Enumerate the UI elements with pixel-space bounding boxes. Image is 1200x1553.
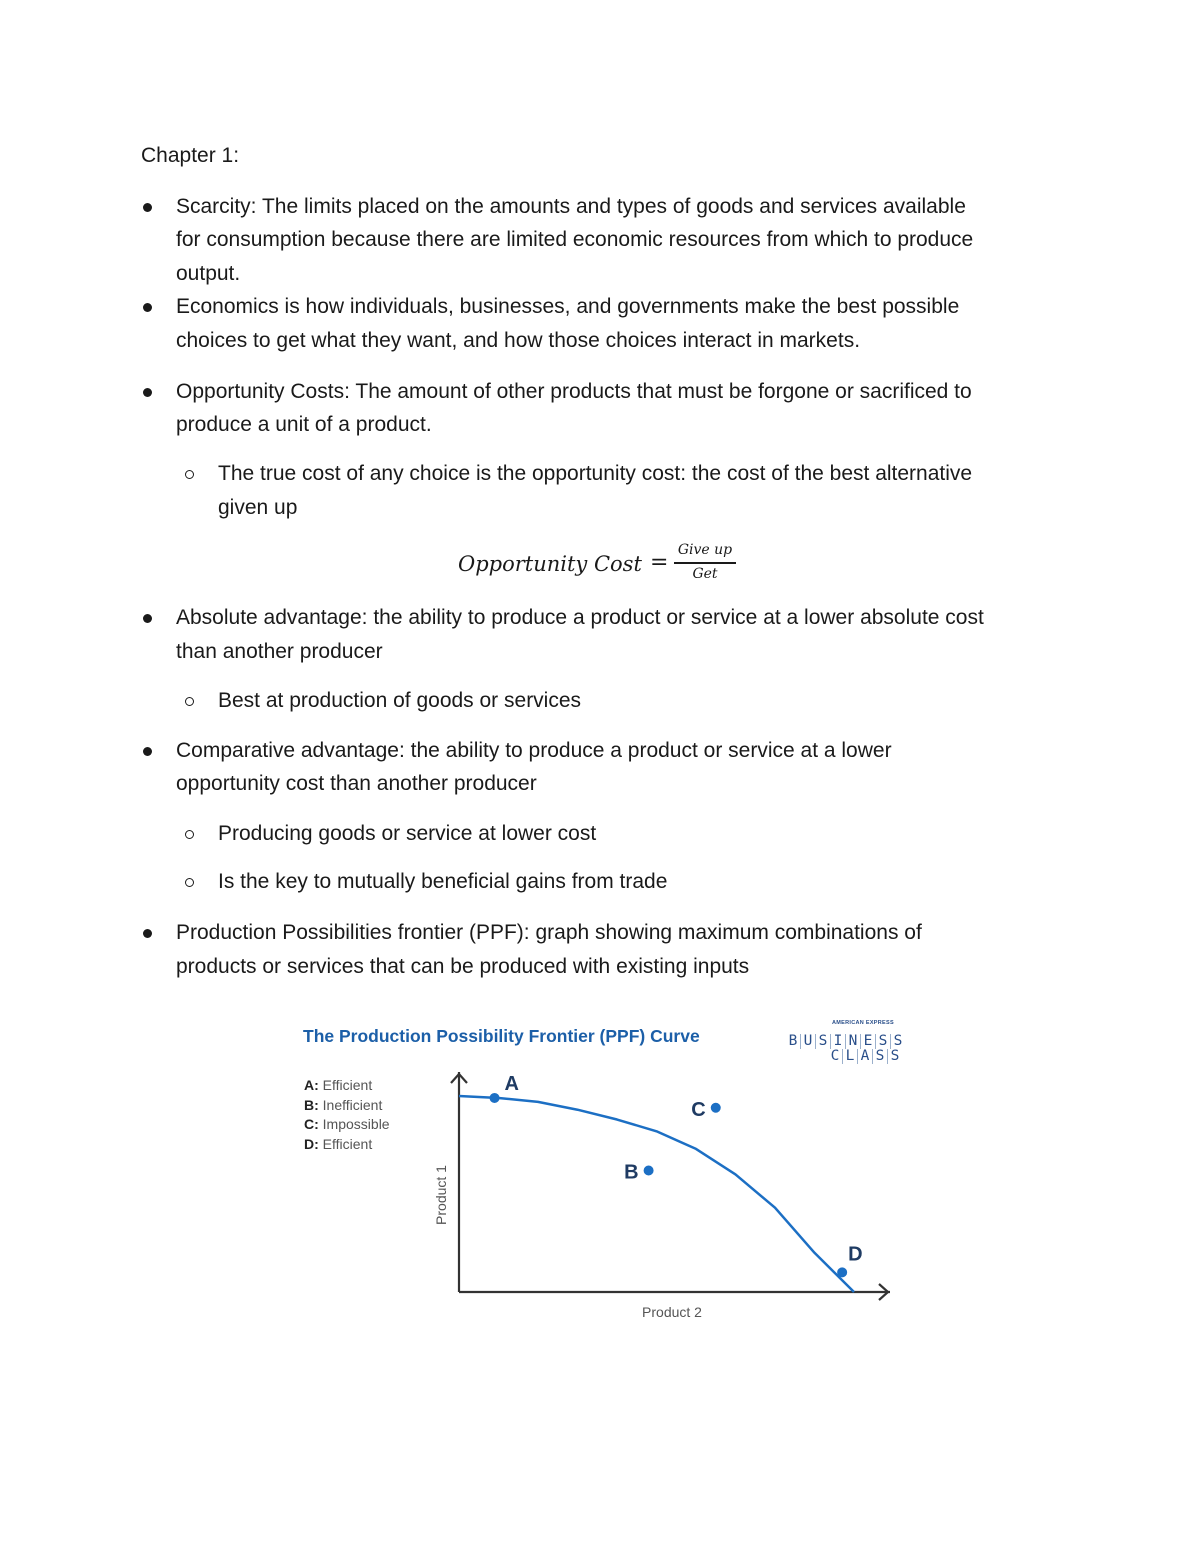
logo-letter: S: [816, 1034, 831, 1049]
bullet-icon: [143, 303, 152, 312]
ppf-figure: [296, 1012, 916, 1332]
text-line: given up: [218, 496, 298, 519]
formula-denominator: Get: [692, 566, 718, 582]
figure-title: The Production Possibility Frontier (PPF) Curve: [303, 1026, 700, 1046]
text-line: choices to get what they want, and how those choices interact in markets.: [176, 329, 861, 352]
text-line: for consumption because there are limited economic resources from which to produce: [176, 228, 974, 251]
bullet-icon: [143, 388, 152, 397]
logo-letter: U: [801, 1034, 816, 1049]
text-line: Absolute advantage: the ability to produce a product or service at a lower absolute cost: [176, 606, 984, 629]
chapter-heading: Chapter 1:: [141, 144, 240, 167]
text-line: output.: [176, 262, 241, 285]
fraction-bar: [674, 562, 736, 564]
logo-letter: E: [861, 1034, 876, 1049]
x-axis-label: Product 2: [642, 1304, 702, 1320]
sub-bullet-icon: [185, 697, 194, 706]
logo-letter: L: [843, 1049, 858, 1064]
formula-equals: =: [650, 550, 669, 575]
logo-row-business: [786, 1034, 905, 1049]
text-line: Scarcity: The limits placed on the amounts and types of goods and services available: [176, 195, 966, 218]
text-line: Production Possibilities frontier (PPF): graph showing maximum combinations of: [176, 921, 922, 944]
business-class-logo: [786, 1018, 906, 1068]
ppf-frontier-curve: [459, 1096, 854, 1292]
logo-letter: I: [831, 1034, 846, 1049]
logo-top-text: AMERICAN EXPRESS: [832, 1020, 894, 1026]
text-line: Best at production of goods or services: [218, 689, 582, 712]
legend-key: D:: [304, 1135, 319, 1152]
text-line: The true cost of any choice is the opportunity cost: the cost of the best alternative: [218, 462, 973, 485]
formula-lhs: Opportunity Cost: [458, 552, 642, 576]
bullet-icon: [143, 929, 152, 938]
y-axis-label: Product 1: [433, 1165, 449, 1225]
sub-bullet-icon: [185, 830, 194, 839]
logo-letter: A: [858, 1049, 873, 1064]
text-line: produce a unit of a product.: [176, 413, 432, 436]
formula-numerator: Give up: [677, 542, 733, 558]
sub-bullet-icon: [185, 878, 194, 887]
legend-key: A:: [304, 1077, 319, 1093]
logo-letter: S: [876, 1034, 891, 1049]
point-label-b: B: [624, 1161, 639, 1184]
logo-letter: S: [890, 1048, 900, 1064]
legend-key: C:: [304, 1116, 319, 1132]
logo-letter: B: [786, 1034, 801, 1049]
logo-letter: S: [893, 1033, 903, 1049]
logo-letter: S: [873, 1049, 888, 1064]
legend-entry: [304, 1136, 372, 1152]
legend-value: Inefficient: [322, 1096, 383, 1113]
point-b: [644, 1165, 654, 1175]
point-a: [490, 1093, 500, 1103]
point-label-d: D: [848, 1243, 863, 1266]
point-label-c: C: [691, 1098, 706, 1121]
text-line: products or services that can be produced with existing inputs: [176, 955, 750, 978]
point-label-a: A: [504, 1072, 520, 1095]
logo-letter: C: [828, 1049, 843, 1064]
point-c: [711, 1103, 721, 1113]
legend-value: Efficient: [322, 1077, 373, 1093]
text-line: Economics is how individuals, businesses, and governments make the best possible: [176, 295, 960, 318]
bullet-icon: [143, 614, 152, 623]
logo-letter: N: [846, 1034, 861, 1049]
bullet-icon: [143, 203, 152, 212]
chart-axes: [451, 1072, 890, 1300]
point-d: [837, 1267, 847, 1277]
bullet-icon: [143, 747, 152, 756]
text-line: Is the key to mutually beneficial gains from trade: [218, 870, 668, 893]
legend-value: Impossible: [322, 1116, 390, 1132]
text-line: Comparative advantage: the ability to produce a product or service at a lower: [176, 739, 892, 762]
text-line: Producing goods or service at lower cost: [218, 822, 597, 845]
legend-value: Efficient: [322, 1135, 373, 1152]
text-line: opportunity cost than another producer: [176, 772, 537, 795]
legend-entry: [304, 1116, 390, 1132]
legend-entry: [304, 1077, 372, 1093]
text-line: Opportunity Costs: The amount of other products that must be forgone or sacrificed to: [176, 380, 972, 403]
logo-row-class: [828, 1049, 902, 1064]
text-line: than another producer: [176, 640, 383, 663]
sub-bullet-icon: [185, 470, 194, 479]
legend-key: B:: [304, 1096, 319, 1113]
legend-entry: [304, 1097, 382, 1113]
